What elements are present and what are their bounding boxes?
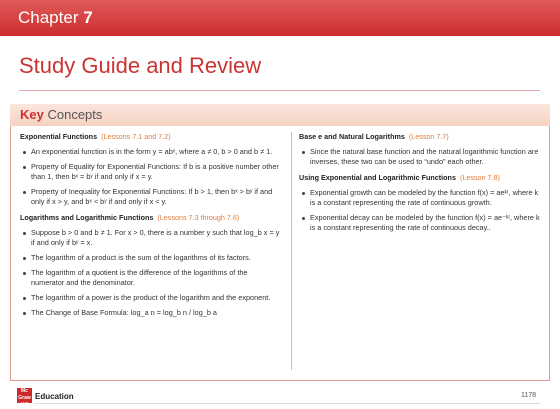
key-concepts-rest: Concepts <box>43 107 103 122</box>
section-heading-text: Base e and Natural Logarithms <box>299 132 405 141</box>
bullet-list <box>20 228 282 318</box>
list-item: The logarithm of a product is the sum of the logarithms of its factors. <box>20 253 282 263</box>
list-item: The logarithm of a quotient is the difference of the logarithms of the numerator and the denominator. <box>20 268 282 288</box>
chapter-label <box>18 8 93 28</box>
section-heading-text: Exponential Functions <box>20 132 98 141</box>
publisher-name: Education <box>35 392 74 401</box>
section-heading-using-exp-log <box>299 173 541 183</box>
bullet-list <box>299 147 541 167</box>
key-concepts-header <box>10 104 550 126</box>
section-heading-logarithms <box>20 213 282 223</box>
list-item: An exponential function is in the form y = abˣ, where a ≠ 0, b > 0 and b ≠ 1. <box>20 147 282 157</box>
list-item: Property of Inequality for Exponential Functions: If b > 1, then bˣ > bʸ if and only if x > y, and bˣ < bʸ if and only if x < y. <box>20 187 282 207</box>
key-concepts-key: Key <box>20 107 44 122</box>
list-item: Since the natural base function and the natural logarithmic function are inverses, these two can be used to “undo” each other. <box>299 147 541 167</box>
section-heading-text: Using Exponential and Logarithmic Functions <box>299 173 456 182</box>
lesson-reference: (Lessons 7.1 and 7.2) <box>101 132 171 141</box>
list-item: The logarithm of a power is the product of the logarithm and the exponent. <box>20 293 282 303</box>
list-item: Suppose b > 0 and b ≠ 1. For x > 0, there is a number y such that log_b x = y if and only if bʸ = x. <box>20 228 282 248</box>
section-heading-exponential-functions <box>20 132 282 142</box>
lesson-reference: (Lesson 7.8) <box>459 173 500 182</box>
publisher-logo: Mc Graw Hill <box>18 388 31 408</box>
chapter-header-bar <box>0 0 560 36</box>
list-item: Exponential growth can be modeled by the function f(x) = aeᵏᵗ, where k is a constant representing the rate of continuous growth. <box>299 188 541 208</box>
section-heading-base-e <box>299 132 541 142</box>
page-footer <box>0 384 560 409</box>
lesson-reference: (Lesson 7.7) <box>408 132 449 141</box>
list-item: The Change of Base Formula: log_a n = log_b n / log_b a <box>20 308 282 318</box>
key-concepts-box <box>10 126 550 381</box>
bullet-list <box>20 147 282 207</box>
title-divider <box>19 90 540 91</box>
footer-divider <box>34 403 540 404</box>
chapter-number: 7 <box>83 8 93 27</box>
lesson-reference: (Lessons 7.3 through 7.6) <box>157 213 240 222</box>
column-divider <box>291 132 292 370</box>
left-column <box>20 132 282 324</box>
list-item: Exponential decay can be modeled by the function f(x) = ae⁻ᵏᵗ, where k is a constant representing the rate of continuous decay.. <box>299 213 541 233</box>
key-concepts-title <box>20 107 102 122</box>
right-column <box>299 132 541 239</box>
page-number: 1178 <box>521 392 537 399</box>
bullet-list <box>299 188 541 233</box>
page-title: Study Guide and Review <box>19 53 262 78</box>
section-heading-text: Logarithms and Logarithmic Functions <box>20 213 154 222</box>
chapter-word: Chapter <box>18 8 79 27</box>
list-item: Property of Equality for Exponential Functions: If b is a positive number other than 1, then bˣ = bʸ if and only if x = y. <box>20 162 282 182</box>
